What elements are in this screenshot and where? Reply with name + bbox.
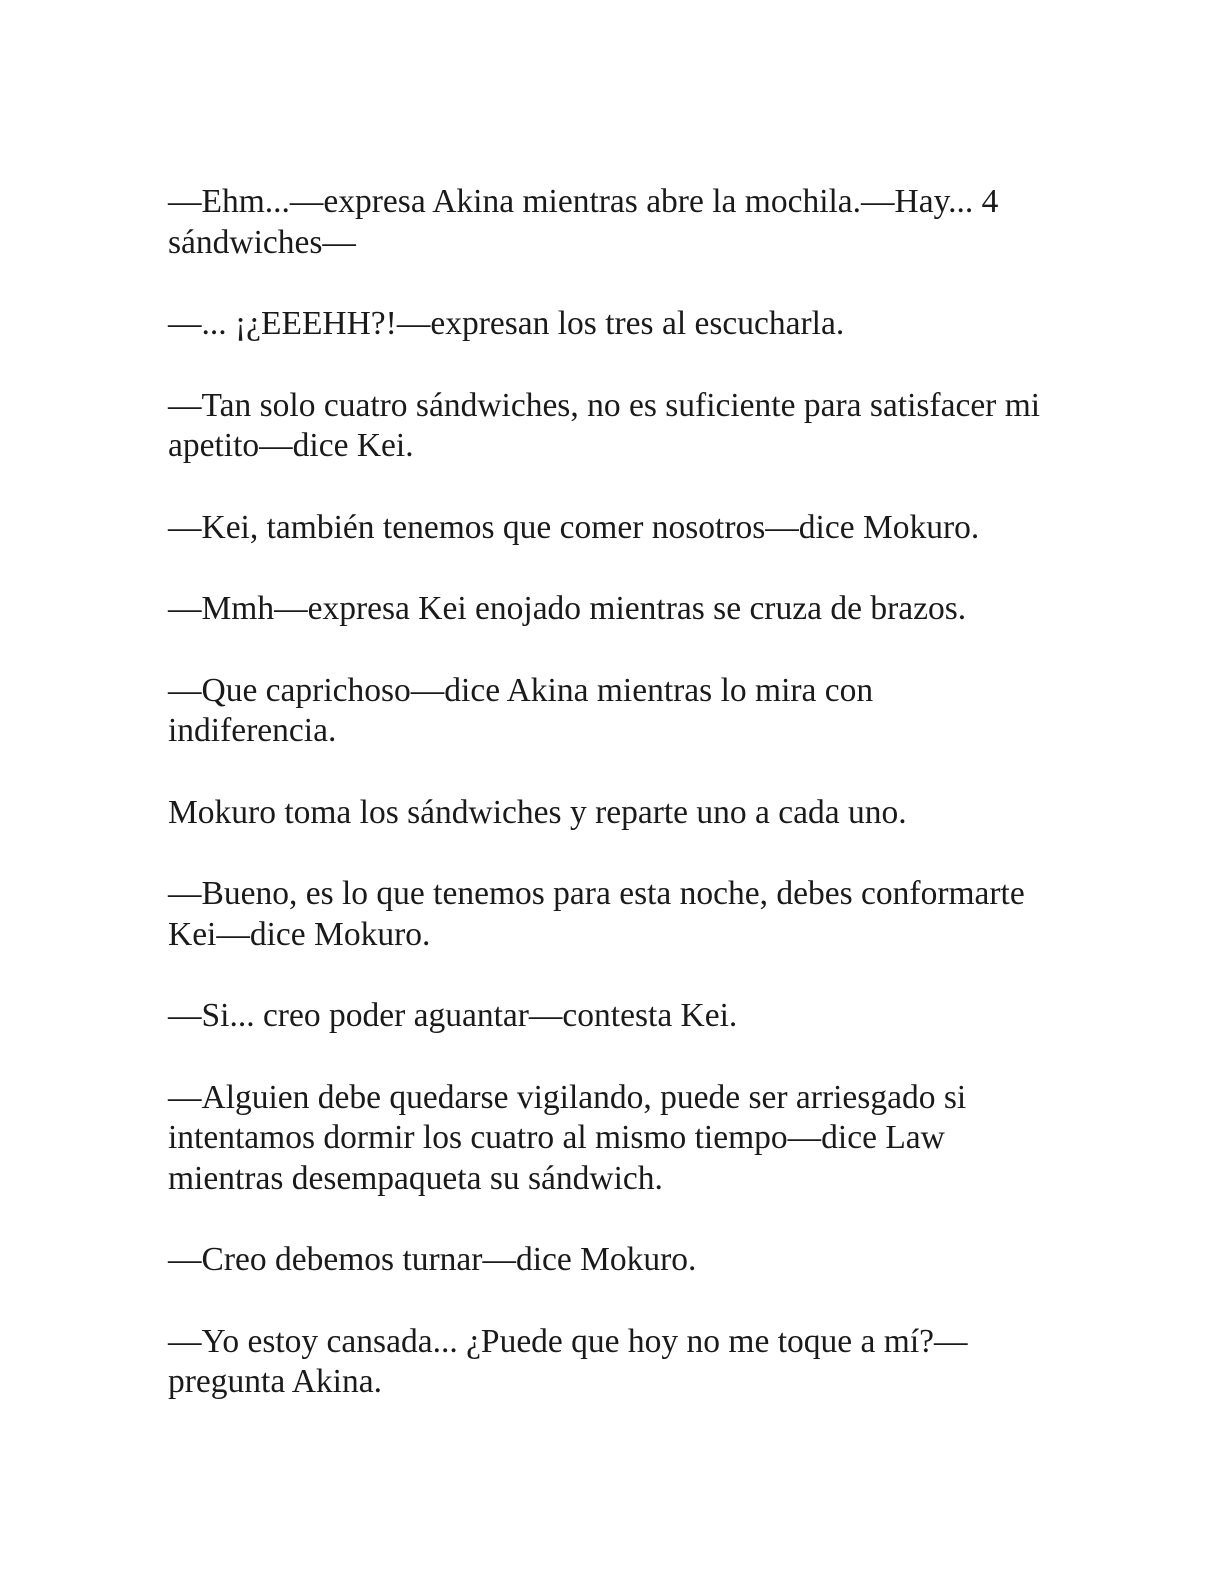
paragraph: —Kei, también tenemos que comer nosotros—dice Mokuro. [168,508,980,546]
paragraph: —Alguien debe quedarse vigilando, puede ser arriesgado si intentamos dormir los cuatro al mismo tiempo—dice Law mientras desempaqueta su sándwich. [168,1078,967,1197]
paragraph: —Yo estoy cansada... ¿Puede que hoy no me toque a mí?—pregunta Akina. [168,1322,968,1400]
paragraph: —Mmh—expresa Kei enojado mientras se cruza de brazos. [168,590,967,627]
paragraph: —... ¡¿EEEHH?!—expresan los tres al escucharla. [168,305,845,342]
body-text [168,182,1048,1444]
paragraph: —Ehm...—expresa Akina mientras abre la mochila.—Hay... 4 sándwiches— [168,183,999,261]
paragraph: —Creo debemos turnar—dice Mokuro. [168,1241,697,1278]
paragraph: —Bueno, es lo que tenemos para esta noche, debes conformarte Kei—dice Mokuro. [168,875,1025,953]
paragraph: Mokuro toma los sándwiches y reparte uno a cada uno. [168,793,907,831]
paragraph: —Que caprichoso—dice Akina mientras lo mira con indiferencia. [168,671,874,749]
paragraph: —Si... creo poder aguantar—contesta Kei. [168,997,738,1034]
paragraph: —Tan solo cuatro sándwiches, no es suficiente para satisfacer mi apetito—dice Kei. [168,386,1041,464]
